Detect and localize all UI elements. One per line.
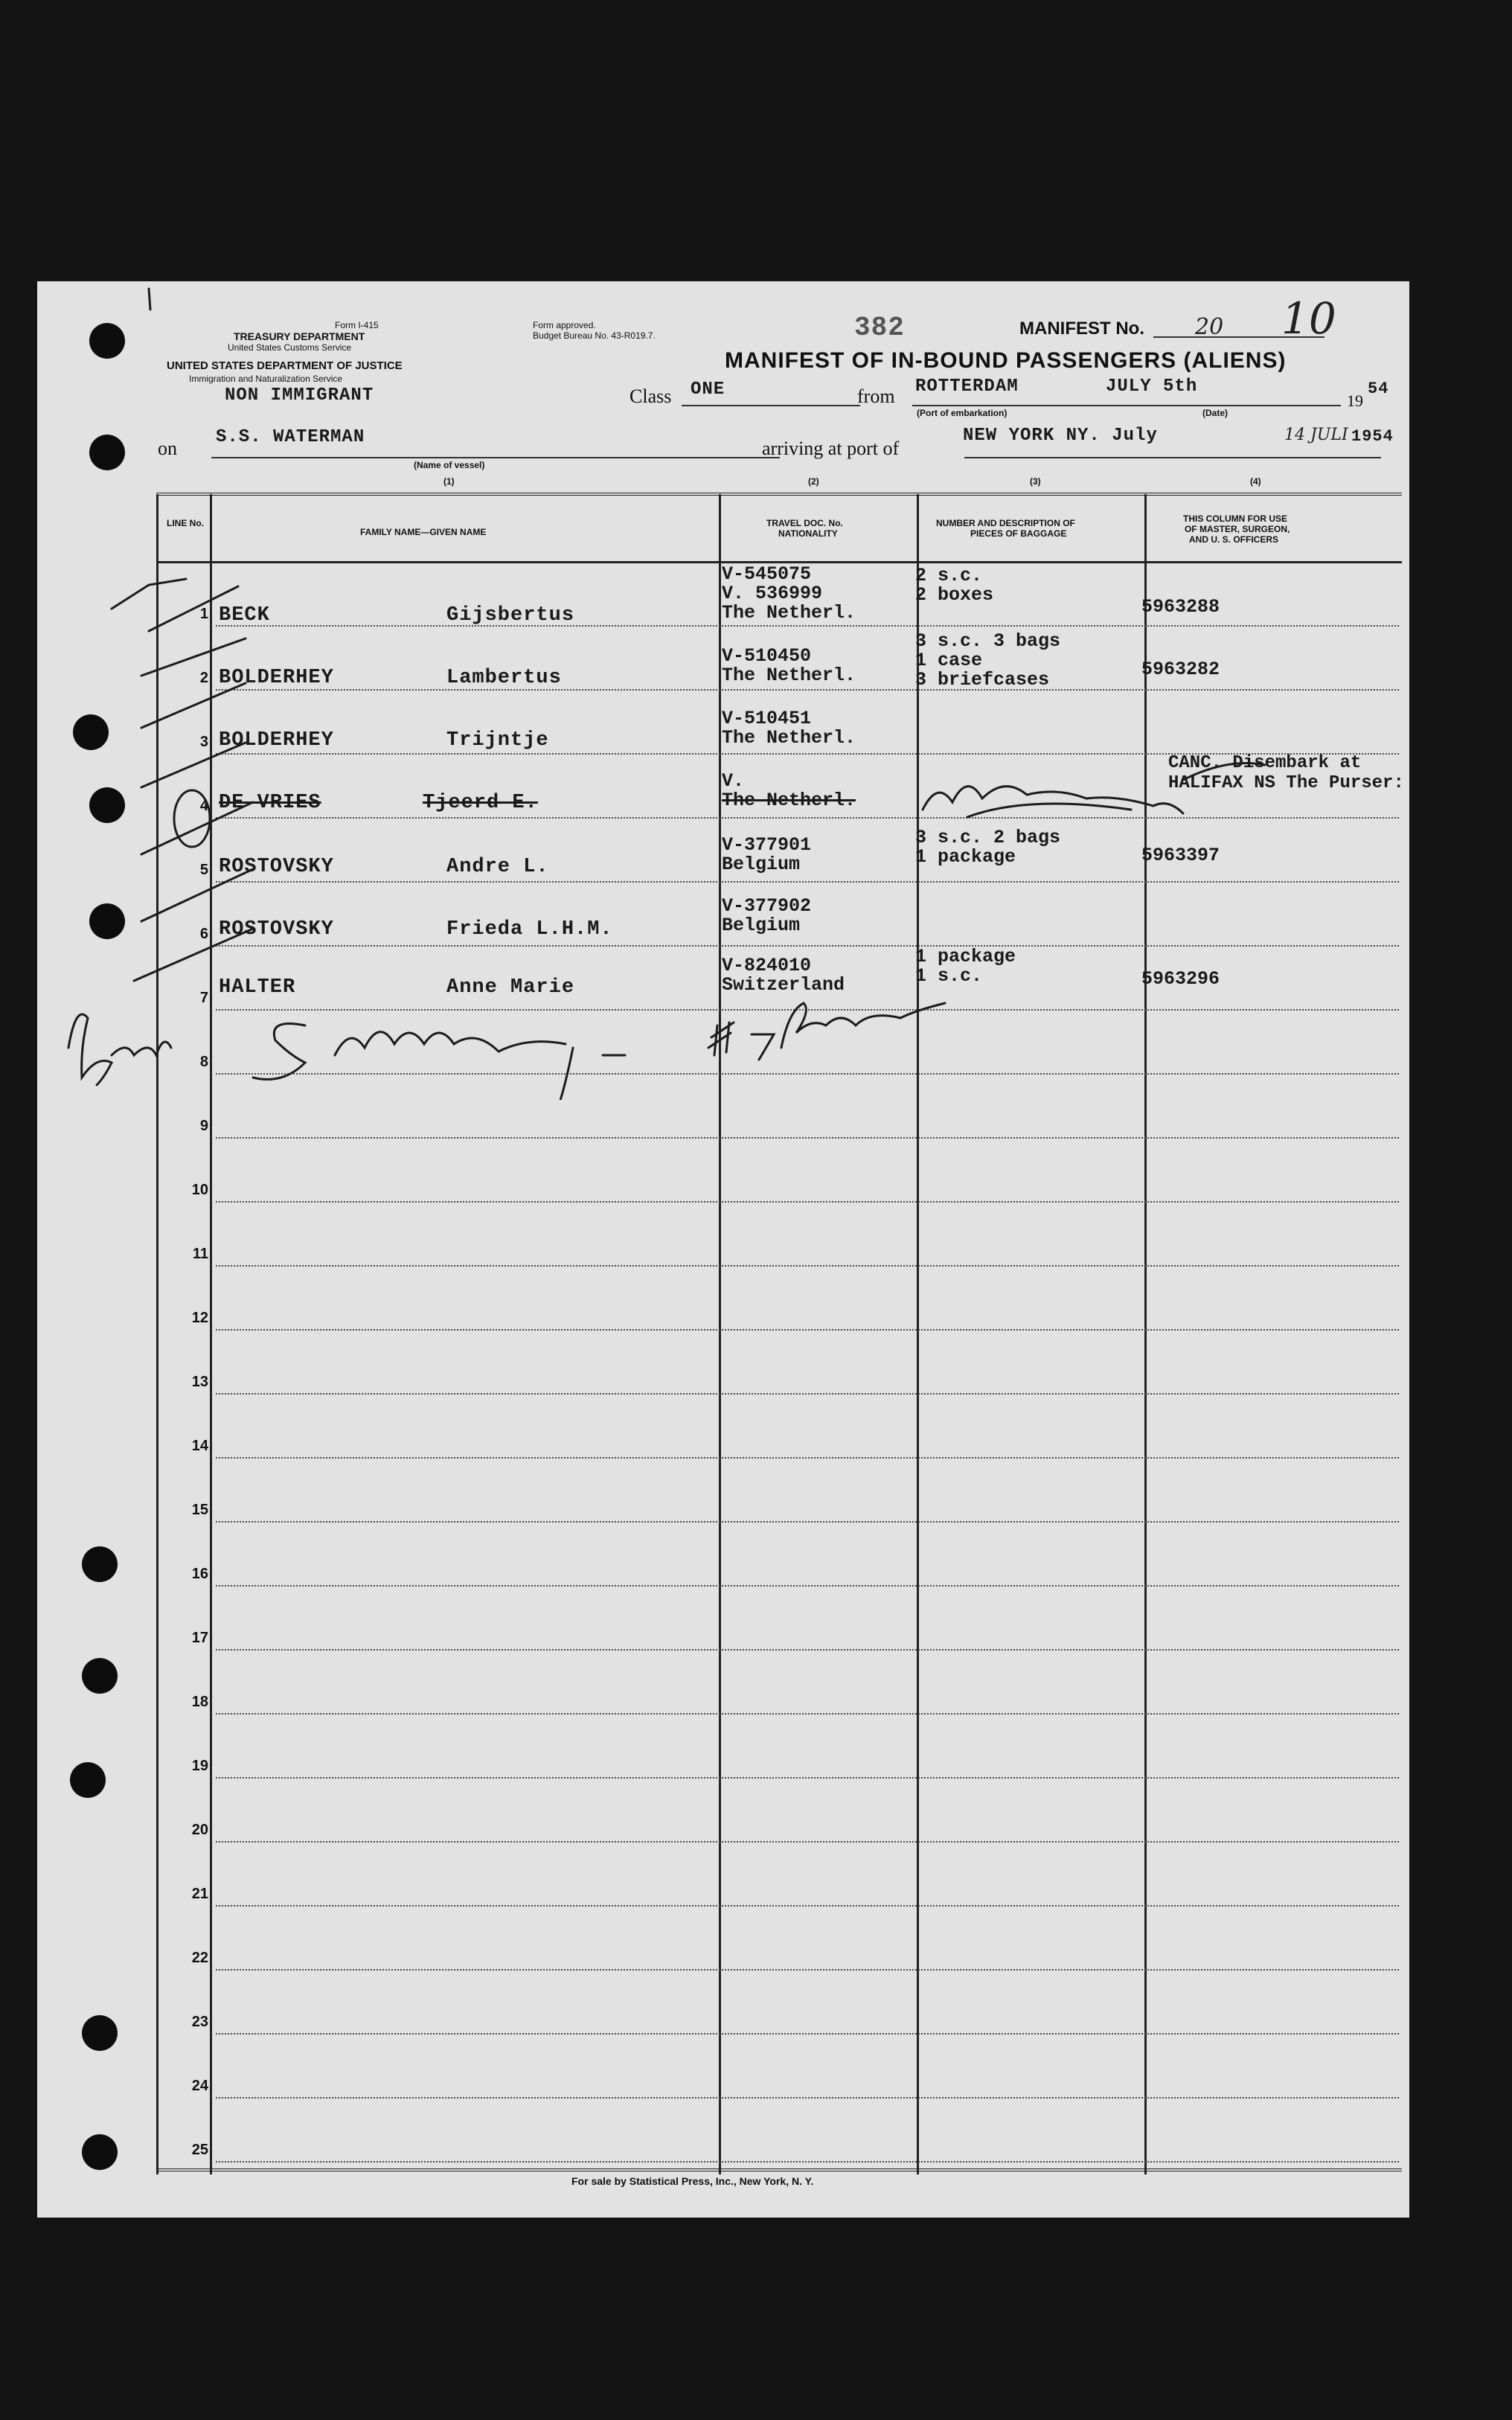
year-prefix: 19	[1347, 391, 1363, 410]
row-rule	[216, 1969, 1399, 1971]
row-2-doc: V-510450	[722, 645, 812, 667]
row-rule	[216, 1585, 1399, 1587]
line-number: 23	[191, 2014, 208, 2030]
row-5-given: Andre L.	[446, 856, 549, 878]
manifest-number-handwritten: 10	[1281, 293, 1336, 344]
row-rule	[216, 1201, 1399, 1203]
on-label: on	[158, 438, 177, 459]
col-num-4: (4)	[1250, 476, 1261, 487]
line-number: 10	[191, 1182, 208, 1198]
row-2-nationality: The Netherl.	[722, 665, 856, 686]
line-number: 18	[191, 1694, 208, 1710]
arriving-label: arriving at port of	[762, 438, 900, 459]
row-rule	[216, 1905, 1399, 1907]
row-7-officer-number: 5963296	[1141, 968, 1220, 990]
line-number: 1	[199, 606, 208, 622]
customs-label: United States Customs Service	[228, 342, 352, 353]
row-2-baggage-a: 3 s.c. 3 bags	[915, 630, 1061, 652]
row-rule	[216, 1457, 1399, 1459]
arrival-date-handwritten: 14 JULI	[1284, 426, 1348, 444]
status-stamp: NON IMMIGRANT	[225, 385, 374, 406]
row-rule	[216, 1649, 1399, 1651]
form-number: Form I-415	[335, 320, 379, 330]
line-number: 17	[191, 1630, 208, 1646]
line-number: 24	[191, 2078, 208, 2094]
line-number: 4	[199, 798, 208, 814]
line-number: 9	[199, 1118, 208, 1134]
vessel-caption: (Name of vessel)	[414, 460, 485, 470]
justice-label: UNITED STATES DEPARTMENT OF JUSTICE	[167, 359, 403, 372]
punch-hole	[82, 1546, 118, 1582]
row-5-nationality: Belgium	[722, 854, 801, 875]
line-number: 2	[199, 670, 208, 686]
line-number: 12	[191, 1310, 208, 1326]
row-1-given: Gijsbertus	[446, 604, 575, 627]
line-number: 15	[191, 1502, 208, 1518]
row-7-doc: V-824010	[722, 955, 812, 976]
handwritten-marks	[37, 281, 1409, 1100]
row-3-given: Trijntje	[446, 729, 549, 752]
row-7-baggage-b: 1 s.c.	[915, 965, 983, 987]
row-5-officer-number: 5963397	[1141, 845, 1220, 866]
row-7-baggage-a: 1 package	[915, 946, 1016, 967]
row-4-nationality: The Netherl.	[722, 790, 856, 811]
row-7-nationality: Switzerland	[722, 974, 845, 996]
col-header-travel-doc: TRAVEL DOC. No.	[766, 518, 843, 528]
row-rule	[216, 1137, 1399, 1139]
punch-hole	[82, 2015, 118, 2051]
row-1-doc-b: V. 536999	[722, 583, 823, 604]
embark-date: JULY 5th	[1106, 377, 1198, 397]
line-number: 19	[191, 1758, 208, 1774]
row-6-doc: V-377902	[722, 895, 812, 917]
date-caption: (Date)	[1202, 408, 1228, 418]
stamp-number: 382	[854, 313, 905, 343]
punch-hole	[82, 2134, 118, 2170]
vessel-name: S.S. WATERMAN	[216, 427, 365, 447]
row-6-family: ROSTOVSKY	[219, 918, 334, 941]
punch-hole	[82, 1658, 118, 1694]
row-2-baggage-b: 1 case	[915, 650, 983, 671]
row-5-baggage-b: 1 package	[915, 846, 1016, 868]
row-1-baggage-a: 2 s.c.	[915, 565, 983, 586]
row-7-given: Anne Marie	[446, 976, 575, 999]
line-number: 5	[199, 862, 208, 878]
row-rule	[216, 1329, 1399, 1331]
row-6-nationality: Belgium	[722, 915, 801, 936]
manifest-page	[37, 281, 1409, 2218]
col-header-baggage-2: PIECES OF BAGGAGE	[970, 528, 1067, 539]
row-3-family: BOLDERHEY	[219, 729, 334, 752]
budget-bureau: Budget Bureau No. 43-R019.7.	[533, 330, 656, 341]
manifest-title: MANIFEST OF IN-BOUND PASSENGERS (ALIENS)	[725, 348, 1287, 373]
treasury-label: TREASURY DEPARTMENT	[234, 330, 365, 342]
row-rule	[216, 2161, 1399, 2163]
row-4-family: DE VRIES	[219, 792, 321, 814]
col-header-officers-3: AND U. S. OFFICERS	[1189, 534, 1279, 545]
row-4-doc: V.	[722, 770, 745, 792]
line-number: 3	[199, 734, 208, 750]
row-3-doc: V-510451	[722, 708, 812, 729]
row-7-family: HALTER	[219, 976, 296, 999]
footer-printer: For sale by Statistical Press, Inc., New York, N. Y.	[571, 2175, 814, 2187]
row-2-baggage-c: 3 briefcases	[915, 669, 1050, 691]
row-1-baggage-b: 2 boxes	[915, 584, 994, 606]
from-label: from	[857, 385, 895, 407]
ins-label: Immigration and Naturalization Service	[189, 374, 343, 384]
row-rule	[216, 2097, 1399, 2099]
col-header-nationality: NATIONALITY	[778, 528, 838, 539]
row-1-doc-a: V-545075	[722, 563, 812, 585]
row-3-nationality: The Netherl.	[722, 727, 856, 749]
col-num-1: (1)	[443, 476, 455, 487]
line-number: 8	[199, 1054, 208, 1070]
row-1-family: BECK	[219, 604, 270, 627]
punch-hole	[70, 1762, 106, 1798]
row-rule	[216, 1521, 1399, 1523]
row-4-officer-note: CANC. Disembark at HALIFAX NS The Purser:	[1168, 753, 1404, 793]
row-rule	[216, 1777, 1399, 1779]
line-number: 20	[191, 1822, 208, 1838]
col-num-2: (2)	[808, 476, 819, 487]
port-caption: (Port of embarkation)	[917, 408, 1008, 418]
manifest-label: MANIFEST No.	[1019, 318, 1144, 339]
line-number: 14	[191, 1438, 208, 1454]
col-header-officers: THIS COLUMN FOR USE	[1183, 513, 1287, 524]
row-1-officer-number: 5963288	[1141, 596, 1220, 618]
arrival-port: NEW YORK NY. July	[963, 426, 1158, 446]
line-number: 16	[191, 1566, 208, 1582]
col-header-name: FAMILY NAME—GIVEN NAME	[360, 527, 487, 537]
row-2-officer-number: 5963282	[1141, 659, 1220, 680]
row-rule	[216, 1393, 1399, 1395]
row-rule	[216, 1713, 1399, 1715]
table-bottom-border	[156, 2168, 1402, 2171]
row-2-given: Lambertus	[446, 667, 562, 689]
row-rule	[216, 2033, 1399, 2035]
class-label: Class	[630, 385, 672, 407]
row-2-family: BOLDERHEY	[219, 667, 334, 689]
col-num-3: (3)	[1030, 476, 1041, 487]
col-header-baggage: NUMBER AND DESCRIPTION OF	[936, 518, 1075, 528]
line-number: 7	[199, 990, 208, 1006]
row-5-family: ROSTOVSKY	[219, 856, 334, 878]
line-number: 21	[191, 1886, 208, 1902]
row-rule	[216, 1841, 1399, 1843]
line-number: 6	[199, 926, 208, 942]
row-1-nationality: The Netherl.	[722, 602, 856, 624]
col-header-officers-2: OF MASTER, SURGEON,	[1185, 524, 1290, 534]
row-rule	[216, 1265, 1399, 1267]
from-value: ROTTERDAM	[915, 377, 1019, 397]
col-header-line-no: LINE No.	[167, 518, 204, 528]
row-6-given: Frieda L.H.M.	[446, 918, 613, 941]
row-5-doc: V-377901	[722, 834, 812, 856]
line-number: 22	[191, 1950, 208, 1966]
form-approved: Form approved.	[533, 320, 596, 330]
line-number: 13	[191, 1374, 208, 1390]
class-value: ONE	[691, 380, 725, 400]
line-number: 25	[191, 2142, 208, 2158]
row-5-baggage-a: 3 s.c. 2 bags	[915, 827, 1061, 848]
arrival-year: 1954	[1351, 427, 1394, 446]
year-value: 54	[1368, 380, 1389, 398]
row-4-given: Tjeerd E.	[423, 792, 538, 814]
line-number: 11	[192, 1246, 208, 1262]
manifest-number: 20	[1195, 314, 1224, 340]
